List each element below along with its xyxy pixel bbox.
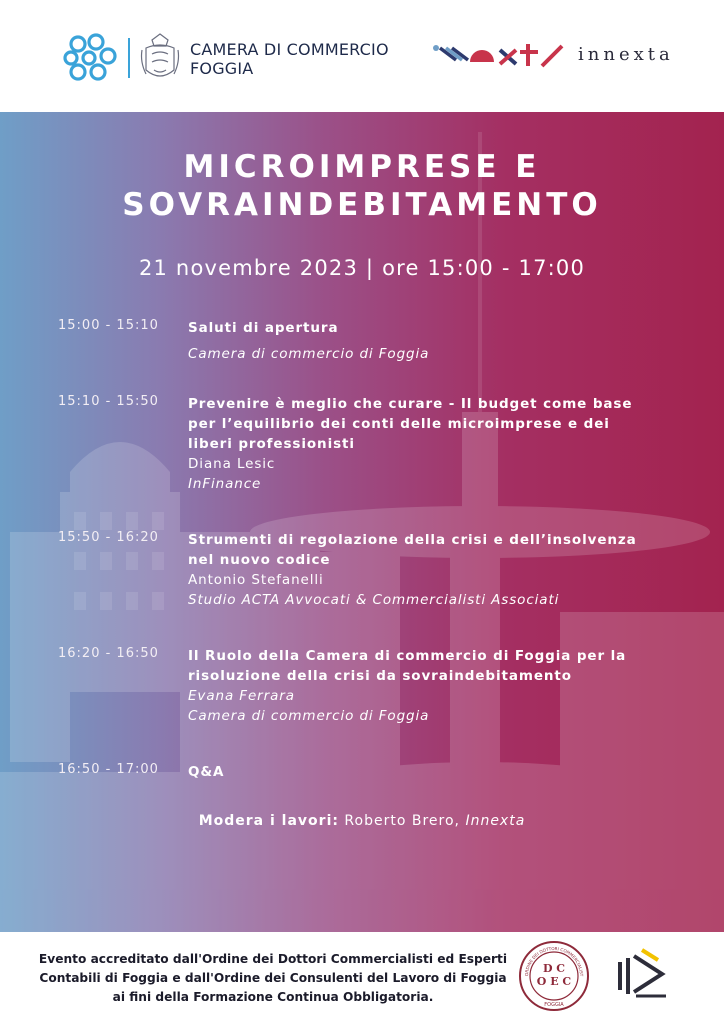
accreditation-note (30, 950, 516, 1007)
slot-org: Studio ACTA Avvocati & Commercialisti Associati (188, 592, 560, 608)
consulenti-lavoro-logo-icon (612, 944, 674, 1006)
slot-title: Prevenire è meglio che curare - Il budget come base per l’equilibrio dei conti delle microimprese e dei liberi professionisti (188, 396, 633, 452)
accreditation-line3: ai fini della Formazione Continua Obbligatoria. (112, 990, 434, 1004)
slot-org: Camera di commercio di Foggia (188, 346, 430, 362)
slot-speaker: Antonio Stefanelli (188, 572, 324, 588)
slot-title: Il Ruolo della Camera di commercio di Foggia per la risoluzione della crisi da sovraindebitamento (188, 648, 627, 684)
chamber-name-line1: CAMERA DI COMMERCIO (190, 40, 389, 59)
slot-title: Strumenti di regolazione della crisi e dell’insolvenza nel nuovo codice (188, 532, 637, 568)
innexta-name: innexta (578, 44, 674, 65)
footer (0, 932, 724, 1024)
moderator-org: Innexta (465, 813, 526, 829)
slot-body (188, 646, 658, 726)
slot-org: Camera di commercio di Foggia (188, 708, 430, 724)
svg-text:FOGGIA: FOGGIA (544, 1002, 564, 1008)
slot-time: 15:50 - 16:20 (58, 530, 159, 545)
header-divider (128, 38, 130, 78)
odcec-seal-icon (518, 940, 590, 1012)
header (0, 0, 724, 112)
hero-banner (0, 112, 724, 932)
svg-text:D C: D C (542, 962, 566, 975)
slot-body (188, 318, 658, 364)
slot-time: 16:50 - 17:00 (58, 762, 159, 777)
slot-title: Saluti di apertura (188, 320, 339, 336)
svg-text:O E C: O E C (536, 975, 572, 988)
accreditation-line1: Evento accreditato dall'Ordine dei Dottori Commercialisti ed Esperti (38, 952, 508, 966)
slot-body (188, 394, 658, 494)
slot-time: 16:20 - 16:50 (58, 646, 159, 661)
chamber-name-line2: FOGGIA (190, 59, 254, 78)
slot-time: 15:00 - 15:10 (58, 318, 159, 333)
moderator-name: Roberto Brero, (344, 813, 460, 829)
camera-commercio-logo-icon (62, 30, 118, 86)
moderator-label: Modera i lavori: (198, 813, 339, 829)
slot-speaker: Evana Ferrara (188, 688, 295, 704)
event-title-line1: MICROIMPRESE E (183, 149, 541, 185)
accreditation-line2: Contabili di Foggia e dall'Ordine dei Consulenti del Lavoro di Foggia (39, 971, 507, 985)
svg-text:ORDINE DEI DOTTORI COMMERCIALI: ORDINE DEI DOTTORI COMMERCIALIST (523, 945, 585, 977)
slot-body (188, 762, 658, 782)
slot-time: 15:10 - 15:50 (58, 394, 159, 409)
slot-org: InFinance (188, 476, 262, 492)
slot-title: Q&A (188, 764, 225, 780)
slot-speaker: Diana Lesic (188, 456, 276, 472)
innexta-logo-icon (430, 38, 570, 72)
event-date: 21 novembre 2023 | ore 15:00 - 17:00 (138, 256, 586, 280)
moderator-line (0, 813, 724, 829)
slot-body (188, 530, 658, 610)
foggia-seal-icon (138, 30, 182, 84)
chamber-name (190, 40, 389, 78)
foggia-fountain-photo (0, 112, 724, 932)
event-title-line2: SOVRAINDEBITAMENTO (122, 187, 602, 223)
event-title (0, 148, 724, 224)
